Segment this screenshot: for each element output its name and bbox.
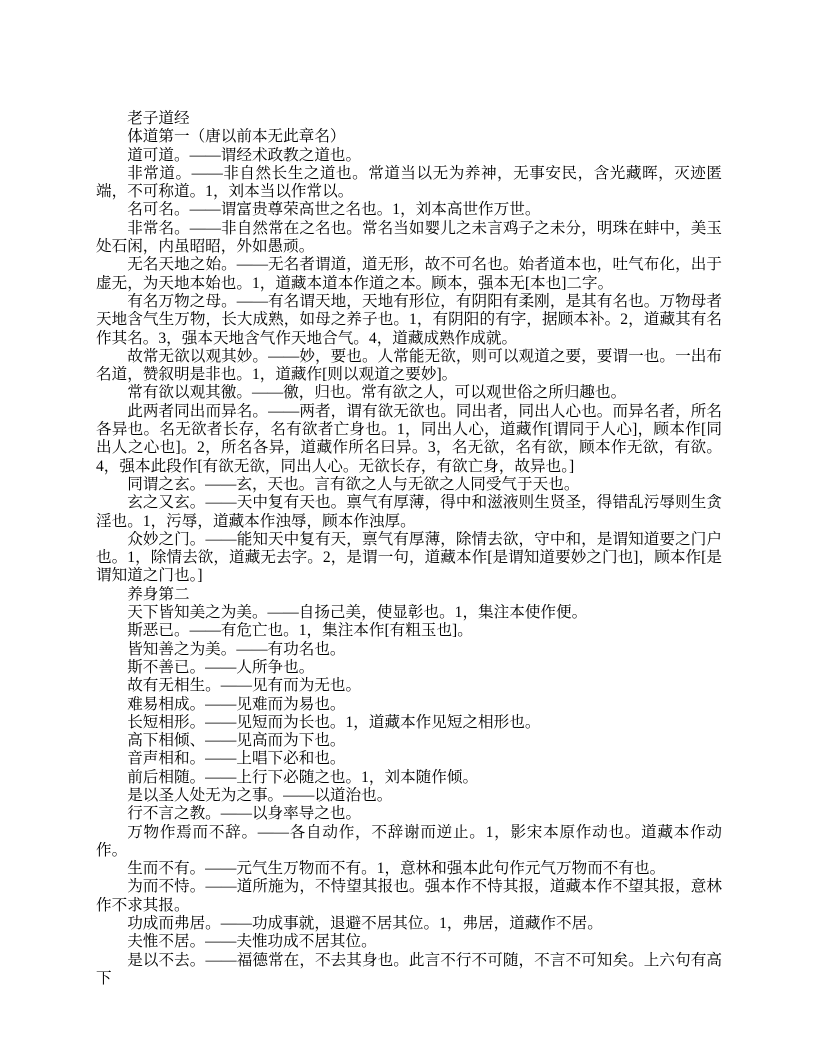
paragraph: 有名万物之母。——有名谓天地，天地有形位，有阴阳有柔刚，是其有名也。万物母者天地含气生万物，长大成熟，如母之养子也。1，有阴阳的有字，据顾本补。2，道藏其有名作其名。3，强本天地含气作天地合气。4，道藏成熟作成就。	[96, 292, 722, 347]
paragraph: 故有无相生。——见有而为无也。	[127, 677, 362, 695]
paragraph: 功成而弗居。——功成事就，退避不居其位。1，弗居，道藏作不居。	[127, 915, 603, 933]
paragraph: 万物作焉而不辞。——各自动作，不辞谢而逆止。1，影宋本原作动也。道藏本作动作。	[96, 823, 722, 859]
paragraph: 行不言之教。——以身率导之也。	[127, 805, 362, 823]
paragraph: 是以不去。——福德常在，不去其身也。此言不行不可随，不言不可知矣。上六句有高下	[96, 951, 722, 987]
paragraph: 斯不善已。——人所争也。	[127, 658, 315, 676]
paragraph: 音声相和。——上唱下必和也。	[127, 750, 346, 768]
paragraph: 玄之又玄。——天中复有天也。禀气有厚薄，得中和滋液则生贤圣，得错乱污辱则生贪淫也。1，污辱，道藏本作浊辱，顾本作浊厚。	[96, 494, 722, 530]
paragraph: 故常无欲以观其妙。——妙，要也。人常能无欲，则可以观道之要，要谓一也。一出布名道，赞叙明是非也。1，道藏作[则以观道之要妙]。	[96, 347, 722, 384]
paragraph: 名可名。——谓富贵尊荣高世之名也。1，刘本高世作万世。	[127, 201, 541, 219]
paragraph: 常有欲以观其徼。——徼，归也。常有欲之人，可以观世俗之所归趣也。	[127, 384, 627, 402]
paragraph: 前后相随。——上行下必随之也。1，刘本随作倾。	[127, 768, 479, 786]
paragraph: 长短相形。——见短而为长也。1，道藏本作见短之相形也。	[127, 713, 541, 731]
paragraph: 生而不有。——元气生万物而不有。1，意林和强本此句作元气万物而不有也。	[127, 860, 666, 878]
document-title: 老子道经	[127, 110, 190, 127]
paragraph: 天下皆知美之为美。——自扬己美，使显彰也。1，集注本使作便。	[127, 604, 588, 622]
section-heading: 养身第二	[127, 585, 190, 603]
paragraph: 众妙之门。——能知天中复有天，禀气有厚薄，除情去欲，守中和，是谓知道要之门户也。1，除情去欲，道藏无去字。2，是谓一句，道藏本作[是谓知道要妙之门也]，顾本作[是谓知道之门也。]	[96, 530, 722, 585]
paragraph: 此两者同出而异名。——两者，谓有欲无欲也。同出者，同出人心也。而异名者，所名各异也。名无欲者长存，名有欲者亡身也。1，同出人心，道藏作[谓同于人心]，顾本作[同出人之心也]。2，所名各异，道藏作所名曰异。3，名无欲，名有欲，顾本作无欲，有欲。4，强本此段作[有欲无欲，同出人心。无欲长存，有欲亡身，故异也。]	[96, 402, 722, 475]
paragraph: 皆知善之为美。——有功名也。	[127, 640, 346, 658]
document-content	[96, 110, 722, 988]
paragraph: 为而不恃。——道所施为，不恃望其报也。强本作不恃其报，道藏本作不望其报，意林作不求其报。	[96, 878, 722, 914]
paragraph: 夫惟不居。——夫惟功成不居其位。	[127, 933, 377, 951]
paragraph: 难易相成。——见难而为易也。	[127, 695, 346, 713]
section-heading: 体道第一（唐以前本无此章名）	[127, 128, 346, 146]
paragraph: 是以圣人处无为之事。——以道治也。	[127, 786, 393, 804]
paragraph: 道可道。——谓经术政教之道也。	[127, 146, 362, 164]
paragraph: 无名天地之始。——无名者谓道，道无形，故不可名也。始者道本也，吐气布化，出于虚无，为天地本始也。1，道藏本道本作道之本。顾本，强本无[本也]二字。	[96, 256, 722, 292]
paragraph: 高下相倾、——见高而为下也。	[127, 732, 346, 750]
paragraph: 斯恶已。——有危亡也。1，集注本作[有粗玉也]。	[127, 622, 473, 640]
paragraph: 同谓之玄。——玄，天也。言有欲之人与无欲之人同受气于天也。	[127, 475, 580, 493]
paragraph: 非常名。——非自然常在之名也。常名当如婴儿之未言鸡子之未分，明珠在蚌中，美玉处石闲，内虽昭昭，外如愚顽。	[96, 219, 722, 256]
paragraph: 非常道。——非自然长生之道也。常道当以无为养神，无事安民，含光藏晖，灭迹匿端，不可称道。1，刘本当以作常以。	[96, 164, 722, 201]
